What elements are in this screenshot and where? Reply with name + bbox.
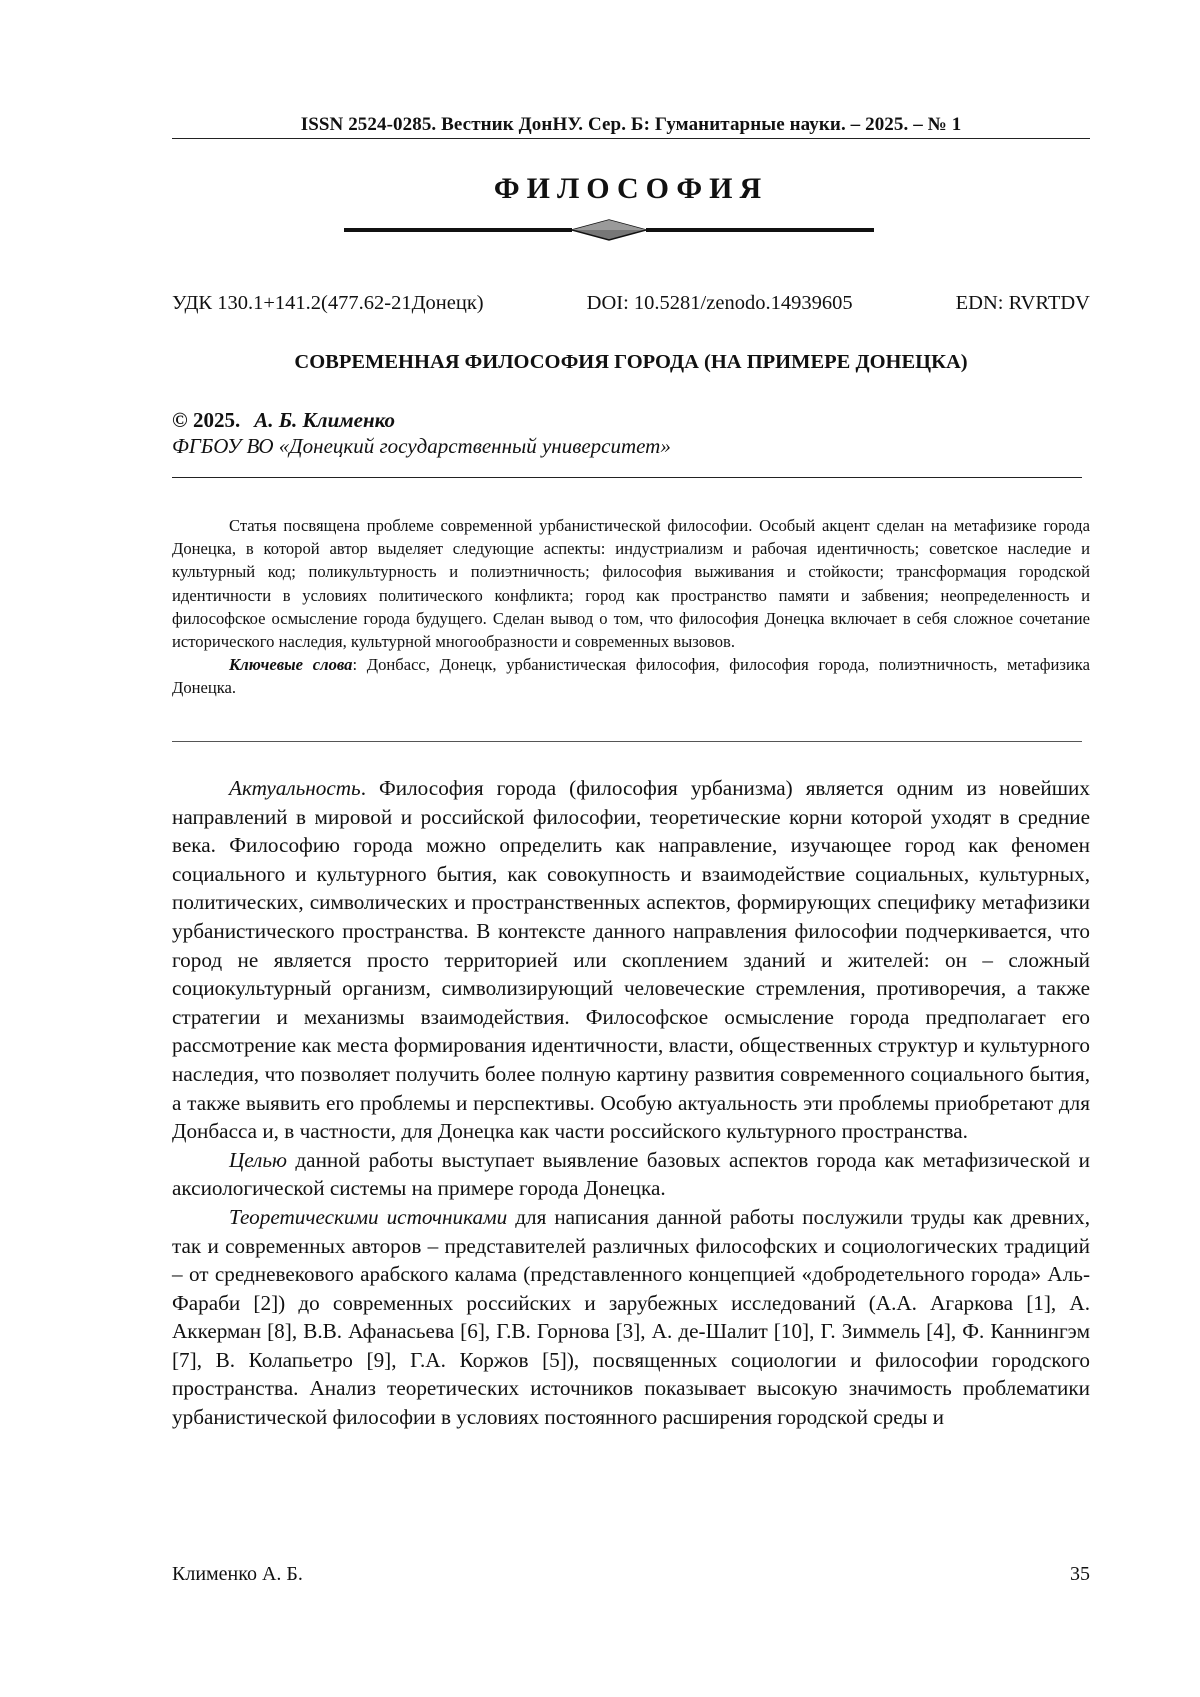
relevance-lead: Актуальность [229,776,361,800]
article-title: СОВРЕМЕННАЯ ФИЛОСОФИЯ ГОРОДА (НА ПРИМЕРЕ ДОНЕЦКА) [294,351,968,373]
goal-text: данной работы выступает выявление базовых аспектов города как метафизической и аксиологической системы на примере города Донецка. [172,1147,1090,1201]
journal-header: ISSN 2524-0285. Вестник ДонНУ. Сер. Б: Гуманитарные науки. – 2025. – № 1 [172,114,1090,139]
article-body [172,774,1090,1432]
sources-lead: Теоретическими источниками [229,1204,508,1229]
sources-text: для написания данной работы послужили труды как древних, так и современных авторов – представителей различных философских и социологических традиций – от средневекового арабского калама (представленного концепцией «добродетельного города» Аль-Фараби [2]) до современных российских и зарубежных исследований (А.А. Агаркова [1], А. Аккерман [8], В.В. Афанасьева [6], Г.В. Горнова [3], А. де-Шалит [10], Г. Зиммель [4], Ф. Каннингэм [7], В. Колапьетро [9], Г.А. Коржов [5]), посвященных социологии и философии городского пространства. Анализ теоретических источников показывает высокую значимость проблематики урбанистической философии в условиях постоянного расширения городской среды и [172,1204,1090,1430]
doi: DOI: 10.5281/zenodo.14939605 [586,292,853,314]
author-line [172,408,395,433]
section-ornament [344,217,874,243]
paragraph-goal [172,1146,1090,1203]
paragraph-sources [172,1203,1090,1432]
keywords-list: : Донбасс, Донецк, урбанистическая философия, философия города, полиэтничность, метафизика Донецка. [172,655,1090,698]
affiliation: ФГБОУ ВО «Донецкий государственный университет» [172,434,671,458]
footer-author: Клименко А. Б. [172,1563,303,1585]
goal-lead: Целью [229,1147,287,1172]
keywords [172,653,1090,699]
edn: EDN: RVRTDV [955,292,1090,314]
abstract-text: Статья посвящена проблеме современной урбанистической философии. Особый акцент сделан на метафизике города Донецка, в которой автор выделяет следующие аспекты: индустриализм и рабочая идентичность; советское наследие и культурный код; поликультурность и полиэтничность; философия выживания и стойкости; трансформация городской идентичности в условиях политического конфликта; город как пространство памяти и забвения; неопределенность и философское осмысление города будущего. Сделан вывод о том, что философия Донецка включает в себя сложное сочетание исторического наследия, культурной многообразности и современных вызовов. [172,516,1090,652]
divider-top [172,477,1082,478]
author-name: А. Б. Клименко [254,408,395,432]
identifiers-row [172,292,1090,315]
copyright: © 2025. [172,408,241,432]
udk-code: УДК 130.1+141.2(477.62-21Донецк) [172,292,484,314]
keywords-label: Ключевые слова [229,655,353,675]
relevance-text: . Философия города (философия урбанизма) является одним из новейших направлений в мировой и российской философии, теоретические корни которой уходят в средние века. Философию города можно определить как направление, изучающее город как феномен социального и культурного бытия, как совокупность и взаимодействие социальных, культурных, политических, символических и пространственных аспектов, формирующих специфику метафизики урбанистического пространства. В контексте данного направления философии подчеркивается, что город не является просто территорией или скоплением зданий и жителей: он – сложный социокультурный организм, символизирующий человеческие стремления, противоречия, а также стратегии и механизмы взаимодействия. Философское осмысление города предполагает его рассмотрение как места формирования идентичности, власти, общественных структур и культурного наследия, что позволяет получить более полную картину развития современного социального бытия, а также выявить его проблемы и перспективы. Особую актуальность эти проблемы приобретают для Донбасса и, в частности, для Донецка как части российского культурного пространства. [172,776,1090,1144]
page-footer [172,1563,1090,1586]
section-title: ФИЛОСОФИЯ [493,172,769,205]
paragraph-relevance [172,774,1090,1146]
abstract [172,514,1090,700]
divider-bottom [172,741,1082,742]
page-number: 35 [1070,1563,1090,1585]
